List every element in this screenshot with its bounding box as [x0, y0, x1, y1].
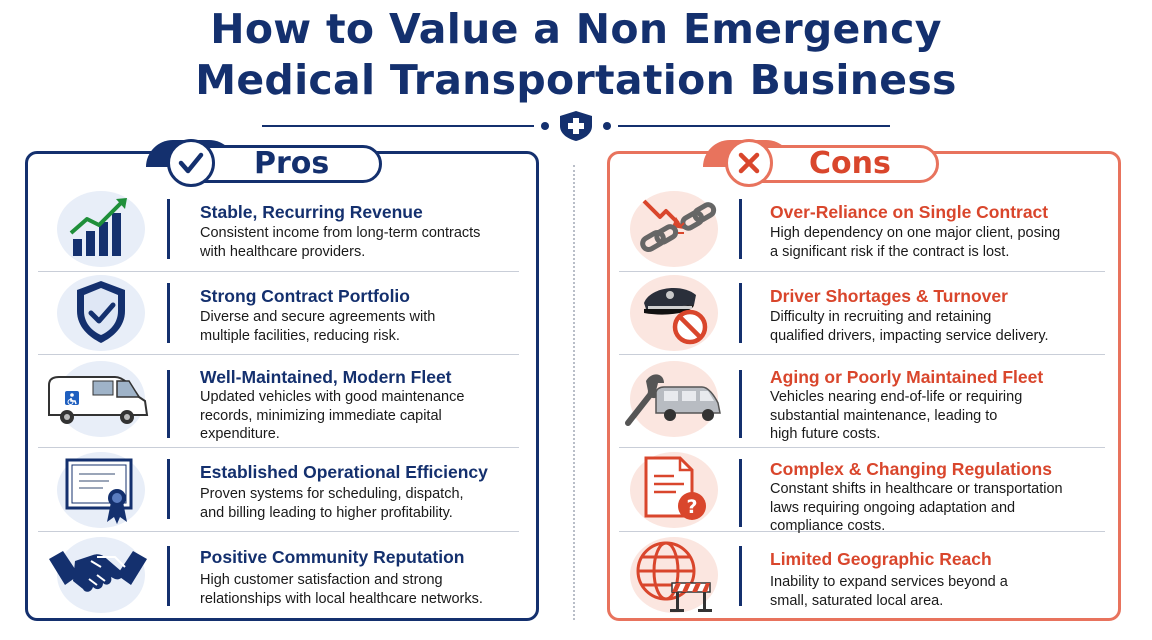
row-accent-bar — [167, 283, 170, 343]
driver-cap-prohibited-icon — [626, 273, 722, 353]
pros-item-description: Consistent income from long-term contracts with healthcare providers. — [200, 225, 481, 260]
cons-header-label: Cons — [809, 146, 891, 181]
cons-row-divider — [619, 271, 1105, 272]
cons-item-description: Difficulty in recruiting and retaining qualified drivers, impacting service delivery. — [770, 309, 1049, 344]
title-divider — [262, 111, 890, 141]
pros-item-title: Well-Maintained, Modern Fleet — [200, 367, 452, 387]
medical-shield-icon — [560, 111, 592, 141]
checkmark-icon — [170, 142, 212, 184]
row-accent-bar — [739, 459, 742, 527]
handshake-icon — [45, 535, 151, 615]
pros-header-badge — [167, 139, 215, 187]
cons-item-title: Over-Reliance on Single Contract — [770, 202, 1049, 222]
wrench-van-icon — [620, 361, 726, 441]
cons-header-badge — [725, 139, 773, 187]
cons-item-title: Complex & Changing Regulations — [770, 459, 1052, 479]
x-mark-icon — [728, 142, 770, 184]
row-accent-bar — [167, 199, 170, 259]
pros-item-description: Proven systems for scheduling, dispatch, and billing leading to higher profitability. — [200, 486, 464, 521]
page-title-line-2: Medical Transportation Business — [195, 56, 957, 104]
cons-item-description: High dependency on one major client, posing a significant risk if the contract is lost. — [770, 225, 1061, 260]
center-separator — [573, 165, 575, 620]
pros-item-description: Diverse and secure agreements with multiple facilities, reducing risk. — [200, 309, 436, 344]
cons-item-title: Limited Geographic Reach — [770, 549, 992, 569]
cons-item-description: Inability to expand services beyond a small, saturated local area. — [770, 574, 1008, 609]
pros-item-title: Strong Contract Portfolio — [200, 286, 410, 306]
pros-item-description: Updated vehicles with good maintenance records, minimizing immediate capital expenditure. — [200, 389, 465, 442]
pros-item-description: High customer satisfaction and strong relationships with local healthcare networks. — [200, 572, 483, 607]
broken-chain-icon — [626, 189, 722, 269]
row-accent-bar — [739, 199, 742, 259]
row-accent-bar — [167, 370, 170, 438]
row-accent-bar — [167, 459, 170, 519]
svg-text:?: ? — [686, 496, 698, 518]
pros-row-divider — [38, 531, 519, 532]
row-accent-bar — [739, 283, 742, 343]
cons-row-divider — [619, 354, 1105, 355]
pros-row-divider — [38, 354, 519, 355]
cons-row-divider — [619, 447, 1105, 448]
cons-item-description: Vehicles nearing end-of-life or requiring substantial maintenance, leading to high future costs. — [770, 389, 1023, 442]
row-accent-bar — [739, 546, 742, 606]
pros-item-title: Stable, Recurring Revenue — [200, 202, 423, 222]
shield-check-icon — [53, 273, 149, 353]
pros-header-label: Pros — [254, 146, 330, 181]
bar-chart-growth-icon — [53, 189, 149, 269]
cons-item-title: Driver Shortages & Turnover — [770, 286, 1008, 306]
row-accent-bar — [739, 370, 742, 438]
globe-barrier-icon — [626, 535, 726, 615]
cons-item-title: Aging or Poorly Maintained Fleet — [770, 367, 1044, 387]
row-accent-bar — [167, 546, 170, 606]
pros-row-divider — [38, 447, 519, 448]
pros-item-title: Established Operational Efficiency — [200, 462, 488, 482]
pros-row-divider — [38, 271, 519, 272]
page-title-line-1: How to Value a Non Emergency — [210, 5, 942, 53]
cons-item-description: Constant shifts in healthcare or transportation laws requiring ongoing adaptation and compliance costs. — [770, 481, 1063, 534]
document-question-icon — [626, 450, 722, 530]
pros-item-title: Positive Community Reputation — [200, 547, 465, 567]
certificate-icon — [53, 450, 149, 530]
accessible-van-icon — [45, 361, 153, 441]
